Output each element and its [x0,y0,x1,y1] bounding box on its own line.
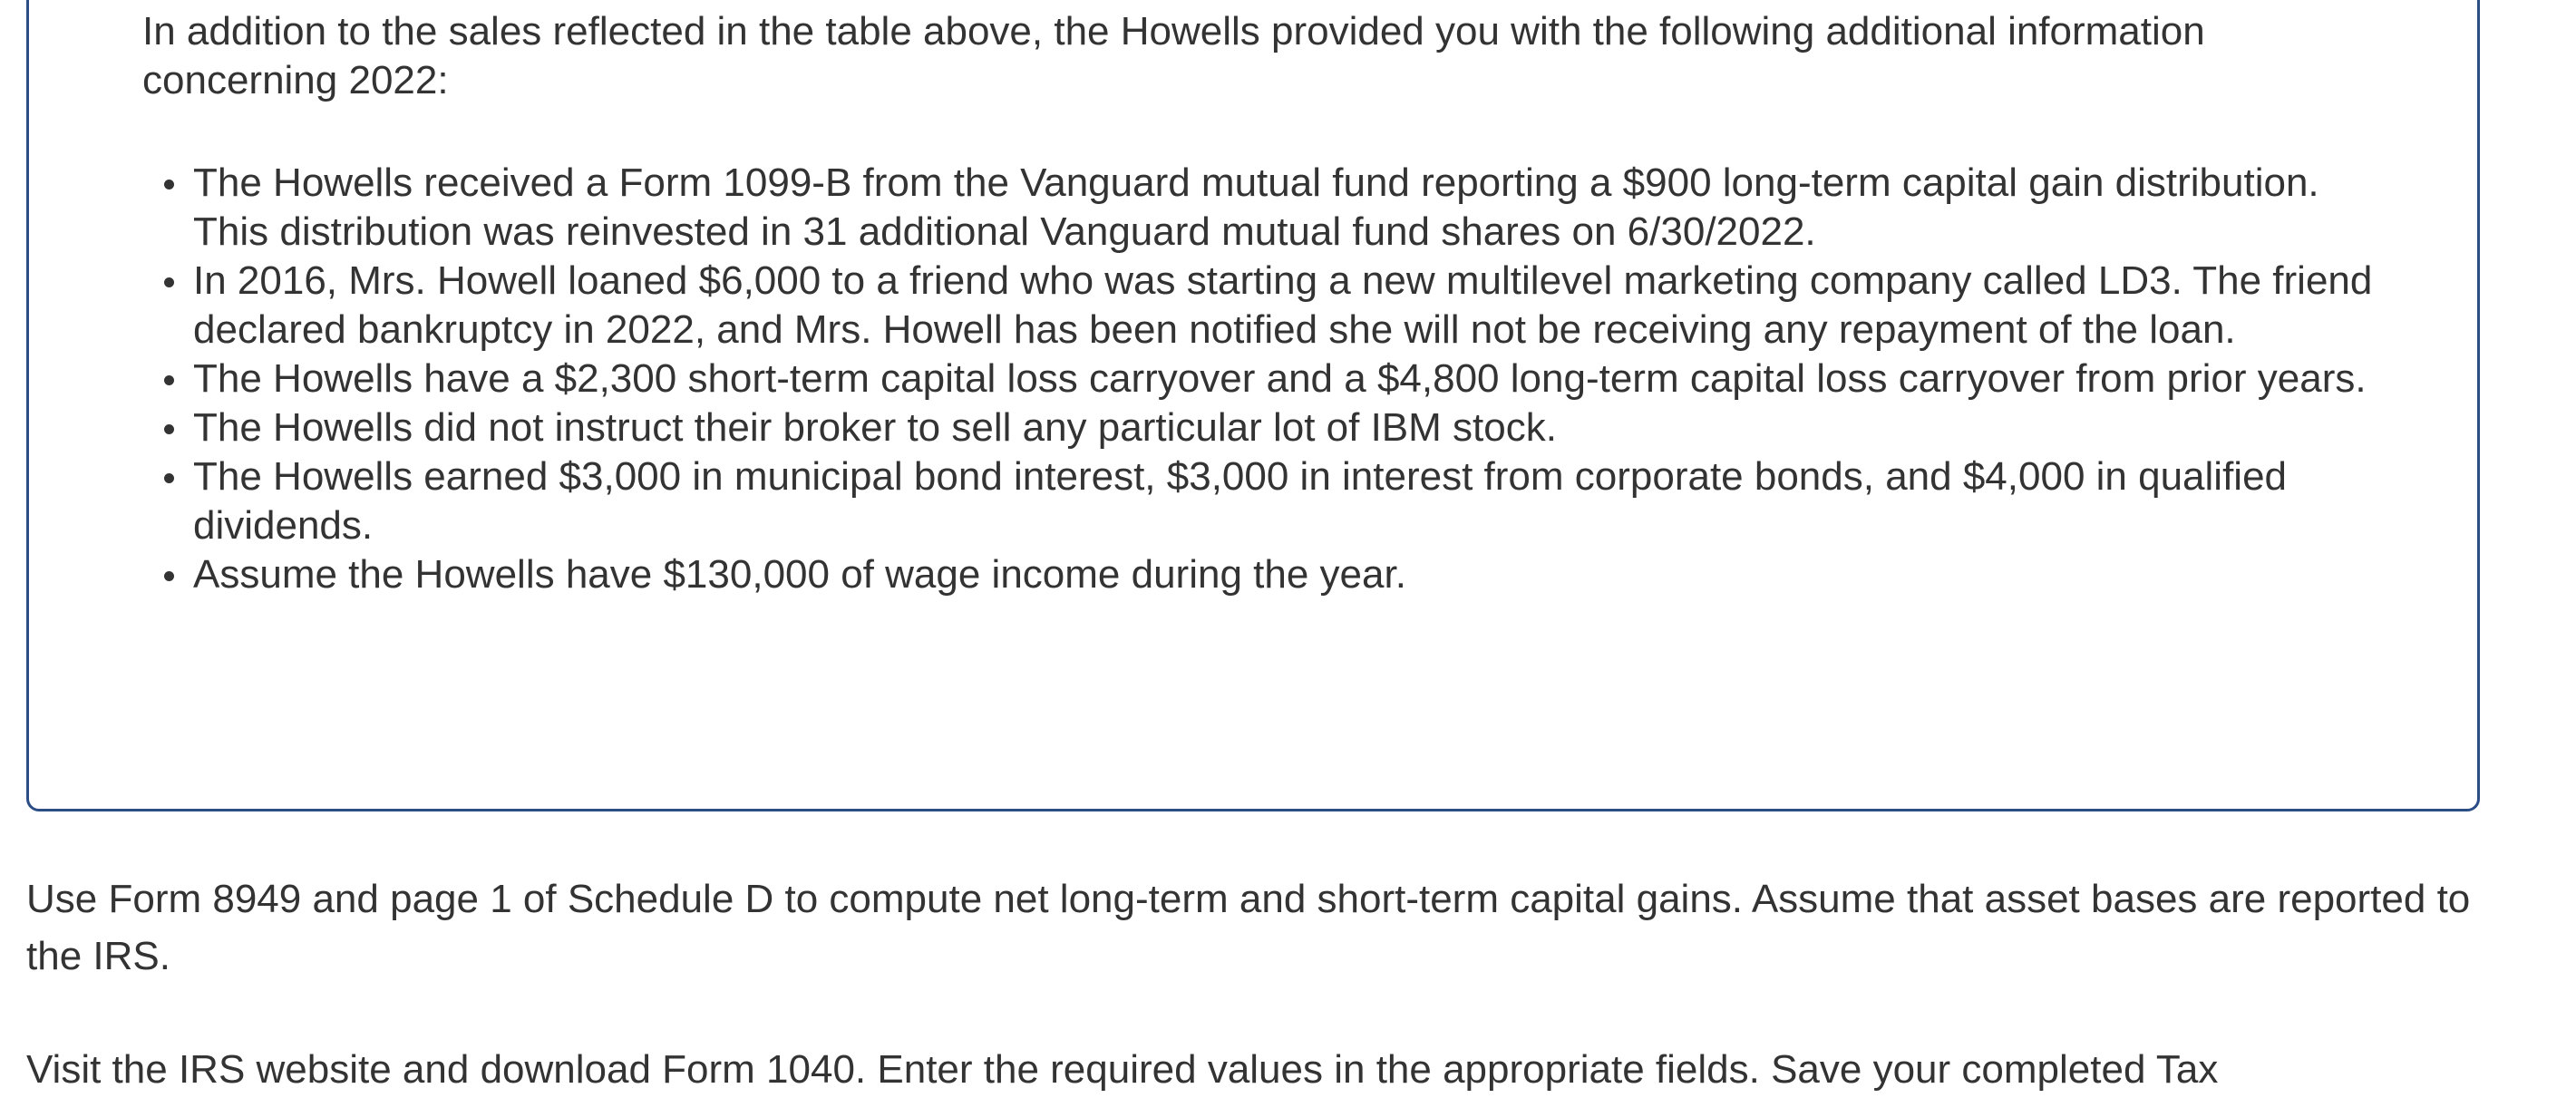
bullet-icon [164,473,174,483]
bullet-icon [164,180,174,189]
list-item [193,403,2387,452]
list-item [193,257,2387,355]
bullet-text: The Howells earned $3,000 in municipal bond interest, $3,000 in interest from corporate bonds, and $4,000 in qualified dividends. [193,454,2288,548]
bullet-icon [164,571,174,581]
info-bullet-list [193,159,2387,599]
intro-text: In addition to the sales reflected in the table above, the Howells provided you with the following additional information concerning 2022: [142,9,2205,102]
list-item [193,159,2387,257]
bullet-text: The Howells received a Form 1099-B from the Vanguard mutual fund reporting a $900 long-term capital gain distribution. This distribution was reinvested in 31 additional Vanguard mutual fund shares on 6/30/2022. [193,160,2319,254]
bullet-icon [164,424,174,434]
bullet-text: In 2016, Mrs. Howell loaned $6,000 to a friend who was starting a new multilevel marketing company called LD3. The friend declared bankruptcy in 2022, and Mrs. Howell has been notified she will not be receiving any repayment of the loan. [193,258,2373,352]
instruction-paragraph: Use Form 8949 and page 1 of Schedule D to compute net long-term and short-term capital gains. Assume that asset bases are reported to the IRS. [26,877,2471,978]
bullet-icon [164,277,174,287]
bullet-text: The Howells have a $2,300 short-term capital loss carryover and a $4,800 long-term capital loss carryover from prior years. [193,356,2367,401]
list-item [193,550,2387,599]
list-item [193,355,2387,403]
bullet-text: Assume the Howells have $130,000 of wage income during the year. [193,552,1406,597]
list-item [193,452,2387,550]
bullet-text: The Howells did not instruct their broker to sell any particular lot of IBM stock. [193,405,1557,450]
bullet-icon [164,375,174,385]
instruction-paragraph: Visit the IRS website and download Form 1040. Enter the required values in the appropriate fields. Save your completed Tax [26,1047,2219,1092]
